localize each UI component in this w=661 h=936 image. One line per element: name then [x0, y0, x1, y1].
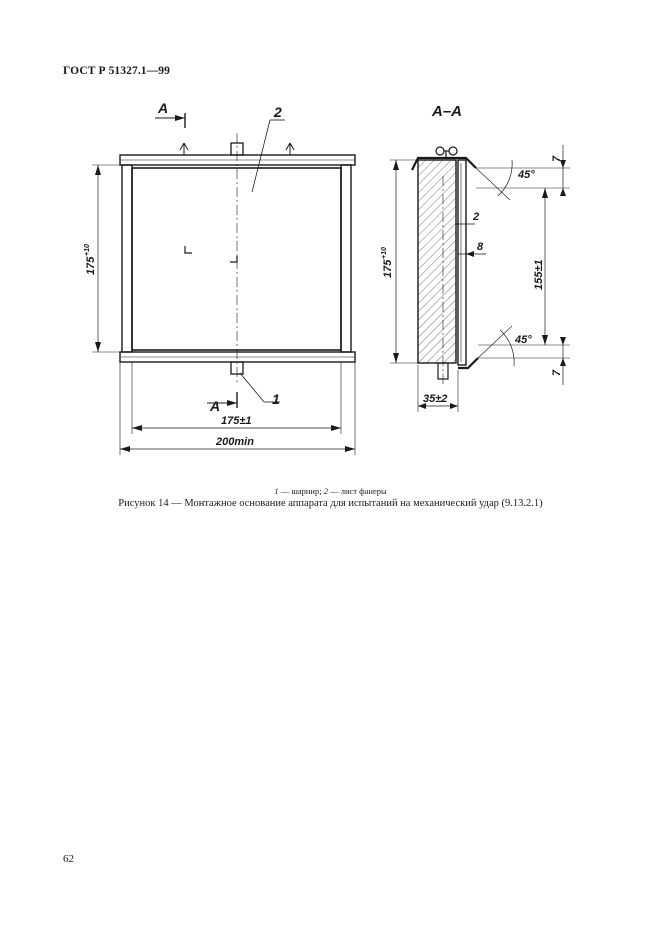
legend-item2-num: 2 [323, 486, 328, 496]
dim-offset-bottom: 7 [551, 369, 563, 376]
dim-thickness-2: 2 [473, 211, 480, 223]
front-view [92, 113, 355, 455]
dim-thickness-8: 8 [477, 241, 484, 253]
section-body [418, 160, 456, 363]
dim-height-front: 175 [85, 256, 97, 275]
page-number: 62 [63, 853, 74, 865]
figure-caption: Рисунок 14 — Монтажное основание аппарата для испытаний на механический удар (9.13.2.1) [118, 498, 543, 509]
screw-right [286, 143, 294, 155]
callout-hinge: 1 [272, 391, 280, 407]
dim-height-side-tol: +10 [381, 247, 388, 259]
callout-sheet: 2 [274, 104, 282, 120]
dim-offset-top: 7 [551, 155, 563, 162]
legend-item2-text: — лист фанеры [327, 486, 387, 496]
section-arrow-label-top: А [158, 100, 169, 116]
dim-pitch: 155±1 [533, 259, 545, 290]
section-plate [458, 160, 466, 365]
section-title: А–А [432, 103, 463, 120]
legend-item1-num: 1 [274, 486, 279, 496]
dim-width-inner: 175±1 [221, 415, 252, 427]
left-post [122, 165, 132, 352]
dim-angle-top: 45° [518, 169, 535, 181]
dim-height-front-tol: +10 [84, 244, 91, 256]
document-header: ГОСТ Р 51327.1—99 [63, 65, 170, 77]
wing-nut [436, 147, 457, 158]
right-post [341, 165, 351, 352]
dim-height-side: 175 [382, 259, 394, 278]
screw-left [180, 143, 188, 155]
dim-angle-bottom: 45° [515, 334, 532, 346]
figure-legend [0, 486, 661, 496]
section-arrow-label-bottom: А [210, 398, 221, 414]
legend-item1-text: — шарнир; [278, 486, 324, 496]
dim-width-outer: 200min [216, 436, 254, 448]
dim-depth: 35±2 [423, 393, 448, 405]
